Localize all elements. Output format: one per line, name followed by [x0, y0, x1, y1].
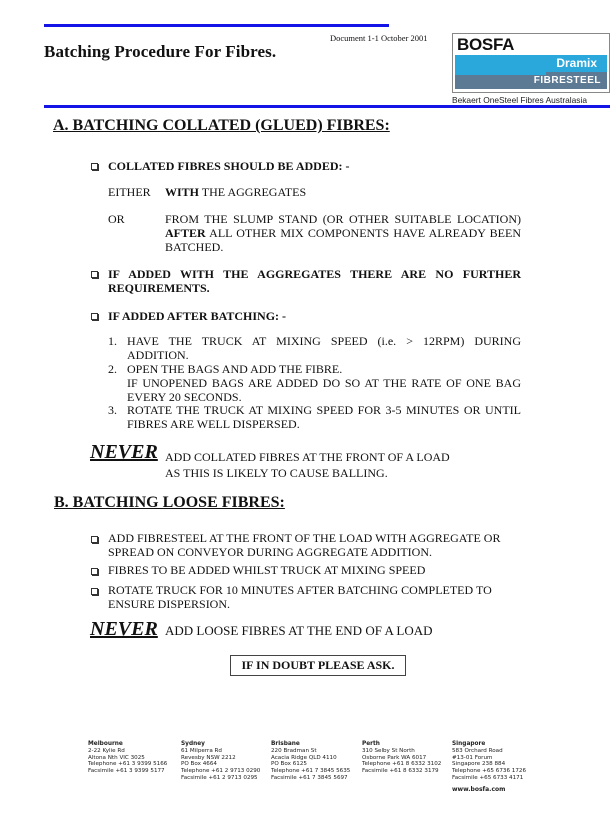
- either-label: EITHER: [108, 185, 151, 199]
- footer-office-sydney: [181, 741, 260, 782]
- footer-office-melbourne: [88, 741, 167, 775]
- step-number: 1.: [108, 334, 117, 348]
- bullet-with-aggregates: IF ADDED WITH THE AGGREGATES THERE ARE NO FURTHER REQUIREMENTS.: [108, 267, 521, 295]
- bullet-collated-added: COLLATED FIBRES SHOULD BE ADDED: -: [108, 159, 350, 173]
- logo-brand: BOSFA: [457, 35, 515, 54]
- office-line: Facsimile +61 3 9399 5177: [88, 768, 165, 775]
- step-text: HAVE THE TRUCK AT MIXING SPEED (i.e. > 12RPM) DURING ADDITION.: [127, 334, 521, 362]
- office-line: Telephone +61 7 3845 5635: [271, 768, 351, 775]
- office-city: Melbourne: [88, 741, 123, 747]
- checkbox-bullet-icon: [91, 536, 98, 543]
- office-city: Sydney: [181, 741, 205, 747]
- office-line: Telephone +61 2 9713 0290: [181, 768, 261, 775]
- office-line: Facsimile +61 8 6332 3179: [362, 768, 439, 775]
- step-number: 2.: [108, 362, 117, 376]
- office-city: Singapore: [452, 741, 486, 747]
- office-line: PO Box 4664: [181, 761, 217, 768]
- document-reference: Document 1-1 October 2001: [330, 33, 428, 43]
- or-bold: AFTER: [165, 226, 206, 240]
- checkbox-bullet-icon: [91, 313, 98, 320]
- or-text-part-2: ALL OTHER MIX COMPONENTS HAVE ALREADY BEEN BATCHED.: [165, 226, 521, 254]
- bullet-add-fibresteel: ADD FIBRESTEEL AT THE FRONT OF THE LOAD WITH AGGREGATE OR SPREAD ON CONVEYOR DURING AGGREGATE ADDITION.: [108, 531, 501, 559]
- step-text-continued: IF UNOPENED BAGS ARE ADDED DO SO AT THE RATE OF ONE BAG EVERY 20 SECONDS.: [127, 376, 521, 404]
- logo-fibresteel-band: [455, 72, 607, 89]
- office-line: PO Box 6125: [271, 761, 307, 768]
- checkbox-bullet-icon: [91, 271, 98, 278]
- office-line: 583 Orchard Road: [452, 747, 503, 754]
- logo-tagline: Bekaert OneSteel Fibres Australasia: [452, 95, 587, 105]
- header-bottom-rule: [44, 105, 610, 108]
- office-line: Facsimile +61 2 9713 0295: [181, 774, 258, 781]
- step-text: ROTATE THE TRUCK AT MIXING SPEED FOR 3-5 MINUTES OR UNTIL FIBRES ARE WELL DISPERSED.: [127, 403, 521, 431]
- footer-office-singapore: [452, 741, 526, 782]
- office-line: Osborne Park WA 6017: [362, 754, 427, 761]
- office-line: 61 Milperra Rd: [181, 747, 222, 754]
- office-line: Singapore 238 884: [452, 761, 506, 768]
- never-warning-text-2: AS THIS IS LIKELY TO CAUSE BALLING.: [165, 466, 388, 480]
- never-warning-word: NEVER: [90, 618, 158, 640]
- document-title: Batching Procedure For Fibres.: [44, 42, 277, 61]
- either-rest: THE AGGREGATES: [199, 185, 307, 199]
- or-text: [165, 212, 521, 254]
- step-text: OPEN THE BAGS AND ADD THE FIBRE.: [127, 362, 343, 376]
- office-line: 220 Bradman St: [271, 747, 317, 754]
- office-line: Acacia Ridge QLD 4110: [271, 754, 337, 761]
- bullet-mixing-speed: FIBRES TO BE ADDED WHILST TRUCK AT MIXING SPEED: [108, 563, 426, 577]
- logo-dramix-band: [455, 55, 607, 72]
- office-line: Altona Nth VIC 3025: [88, 754, 145, 761]
- checkbox-bullet-icon: [91, 568, 98, 575]
- office-line: Revesby NSW 2212: [181, 754, 236, 761]
- office-line: Facsimile +61 7 3845 5697: [271, 774, 348, 781]
- footer-website-link[interactable]: www.bosfa.com: [452, 786, 506, 793]
- office-line: 2-22 Kylie Rd: [88, 747, 125, 754]
- office-city: Brisbane: [271, 741, 300, 747]
- footer-office-perth: [362, 741, 441, 775]
- office-line: Telephone +61 3 9399 5166: [88, 761, 168, 768]
- logo-fibresteel-text: FIBRESTEEL: [533, 75, 601, 86]
- checkbox-bullet-icon: [91, 163, 98, 170]
- checkbox-bullet-icon: [91, 588, 98, 595]
- header-top-rule: [44, 24, 389, 27]
- never-warning-text: ADD COLLATED FIBRES AT THE FRONT OF A LOAD: [165, 450, 450, 464]
- or-text-part-1: FROM THE SLUMP STAND (OR OTHER SUITABLE LOCATION): [165, 212, 521, 226]
- logo-dramix-text: Dramix: [556, 56, 597, 70]
- section-a-heading: A. BATCHING COLLATED (GLUED) FIBRES:: [53, 117, 390, 134]
- or-label: OR: [108, 212, 125, 226]
- office-line: Facsimile +65 6733 4171: [452, 774, 524, 781]
- never-warning-word: NEVER: [90, 441, 158, 463]
- bullet-rotate-truck: ROTATE TRUCK FOR 10 MINUTES AFTER BATCHING COMPLETED TO ENSURE DISPERSION.: [108, 583, 492, 611]
- office-line: 310 Selby St North: [362, 747, 415, 754]
- office-line: Telephone +61 8 6332 3102: [362, 761, 442, 768]
- office-line: Telephone +65 6736 1726: [452, 768, 527, 775]
- section-b-heading: B. BATCHING LOOSE FIBRES:: [54, 494, 285, 511]
- office-city: Perth: [362, 741, 380, 747]
- footer-office-brisbane: [271, 741, 350, 782]
- step-number: 3.: [108, 403, 117, 417]
- bosfa-logo: [452, 33, 610, 93]
- bullet-after-batching: IF ADDED AFTER BATCHING: -: [108, 309, 287, 323]
- if-in-doubt-notice: IF IN DOUBT PLEASE ASK.: [230, 655, 406, 676]
- office-line: #13-01 Forum: [452, 754, 493, 761]
- either-bold: WITH: [165, 185, 200, 199]
- either-text: [165, 185, 306, 199]
- never-warning-text: ADD LOOSE FIBRES AT THE END OF A LOAD: [165, 623, 433, 638]
